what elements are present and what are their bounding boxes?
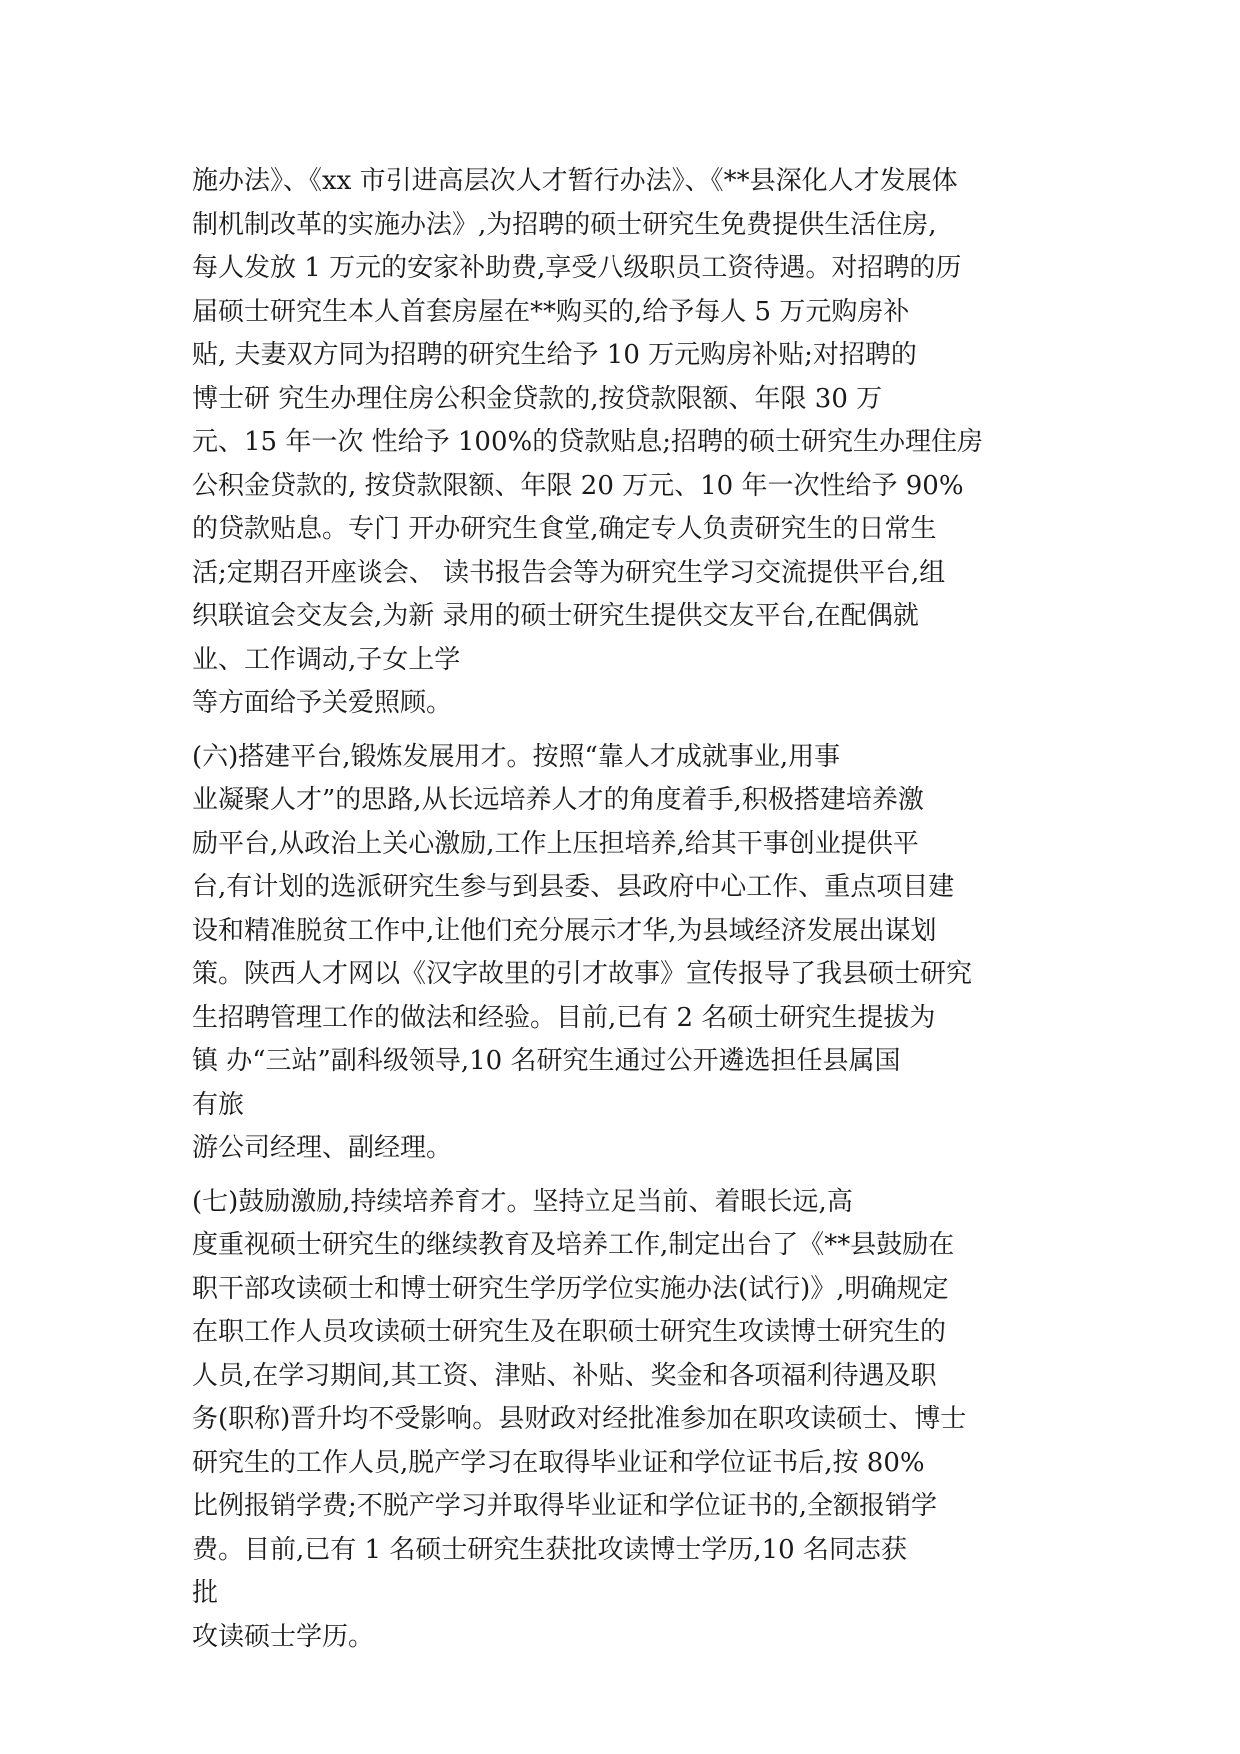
text-line: 攻读硕士学历。 (192, 1621, 375, 1652)
text-line: 业、工作调动,子女上学 (192, 644, 461, 675)
text-line: 人员,在学习期间,其工资、津贴、补贴、奖金和各项福利待遇及职 (192, 1360, 937, 1391)
text-line: 业凝聚人才”的思路,从长远培养人才的角度着手,积极搭建培养激 (192, 785, 924, 815)
text-line: 生招聘管理工作的做法和经验。目前,已有 2 名硕士研究生提拔为 (192, 1002, 936, 1033)
text-line: 公积金贷款的, 按贷款限额、年限 20 万元、10 年一次性给予 90% (192, 470, 964, 501)
document-body (192, 160, 1072, 1659)
paragraph-spacer (192, 1171, 1072, 1181)
text-line: 届硕士研究生本人首套房屋在**购买的,给予每人 5 万元购房补 (192, 296, 910, 327)
text-line: 等方面给予关爱照顾。 (192, 688, 453, 718)
text-line: 比例报销学费;不脱产学习并取得毕业证和学位证书的,全额报销学 (192, 1491, 938, 1521)
text-line: 费。目前,已有 1 名硕士研究生获批攻读博士学历,10 名同志获 (192, 1534, 907, 1565)
text-line: 施办法》、《xx 市引进高层次人才暂行办法》、《**县深化人才发展体 (192, 166, 958, 196)
text-line: 有旅 (192, 1089, 245, 1120)
paragraph-platform-building (192, 736, 1072, 1171)
text-line: 职干部攻读硕士和博士研究生学历学位实施办法(试行)》,明确规定 (192, 1273, 949, 1304)
text-line: 游公司经理、副经理。 (192, 1133, 453, 1163)
text-line: 镇 办“三站”副科级领导,10 名研究生通过公开遴选担任县属国 (192, 1046, 901, 1076)
text-line: 设和精准脱贫工作中,让他们充分展示才华,为县域经济发展出谋划 (192, 915, 937, 946)
text-line: 活;定期召开座谈会、 读书报告会等为研究生学习交流提供平台,组 (192, 557, 946, 588)
text-line: 贴, 夫妻双方同为招聘的研究生给予 10 万元购房补贴;对招聘的 (192, 340, 917, 370)
text-line: 策。陕西人才网以《汉字故里的引才故事》宣传报导了我县硕士研究 (192, 959, 973, 989)
paragraph-spacer (192, 726, 1072, 736)
paragraph-continuing-education (192, 1181, 1072, 1660)
text-line: 的贷款贴息。专门 开办研究生食堂,确定专人负责研究生的日常生 (192, 514, 937, 544)
text-line: 研究生的工作人员,脱产学习在取得毕业证和学位证书后,按 80% (192, 1447, 925, 1478)
paragraph-heading-line: (六)搭建平台,锻炼发展用才。按照“靠人才成就事业,用事 (192, 741, 841, 772)
paragraph-housing-subsidy (192, 160, 1072, 726)
text-line: 元、15 年一次 性给予 100%的贷款贴息;招聘的硕士研究生办理住房 (192, 427, 983, 457)
text-line: 每人发放 1 万元的安家补助费,享受八级职员工资待遇。对招聘的历 (192, 253, 962, 283)
text-line: 台,有计划的选派研究生参与到县委、县政府中心工作、重点项目建 (192, 872, 955, 902)
text-line: 织联谊会交友会,为新 录用的硕士研究生提供交友平台,在配偶就 (192, 601, 919, 631)
text-line: 励平台,从政治上关心激励,工作上压担培养,给其干事创业提供平 (192, 828, 919, 859)
text-line: 批 (192, 1578, 219, 1608)
paragraph-heading-line: (七)鼓励激励,持续培养育才。坚持立足当前、着眼长远,高 (192, 1186, 853, 1217)
text-line: 在职工作人员攻读硕士研究生及在职硕士研究生攻读博士研究生的 (192, 1317, 947, 1347)
text-line: 务(职称)晋升均不受影响。县财政对经批准参加在职攻读硕士、博士 (192, 1404, 967, 1434)
text-line: 制机制改革的实施办法》,为招聘的硕士研究生免费提供生活住房, (192, 209, 937, 240)
text-line: 度重视硕士研究生的继续教育及培养工作,制定出台了《**县鼓励在 (192, 1230, 955, 1260)
text-line: 博士研 究生办理住房公积金贷款的,按贷款限额、年限 30 万 (192, 383, 883, 414)
